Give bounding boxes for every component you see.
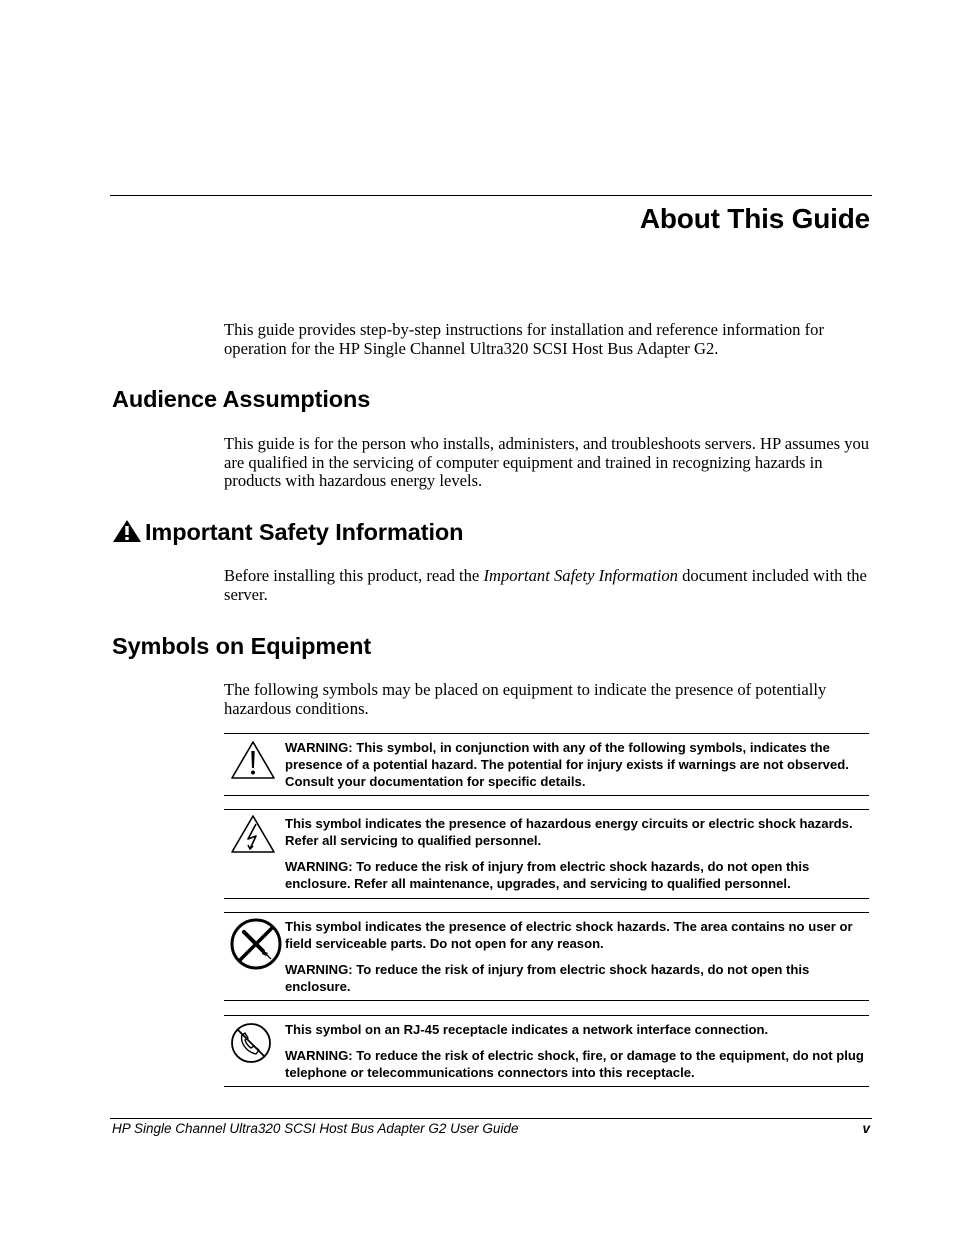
general-warning-icon [230,740,276,785]
electric-shock-icon [230,814,276,859]
audience-heading: Audience Assumptions [112,386,371,412]
safety-text-before: Before installing this product, read the [224,566,484,585]
safety-document-name: Important Safety Information [483,566,678,585]
symbol-row-no-serviceable-parts [224,912,869,1001]
symbol-row-network-interface [224,1015,869,1087]
symbol-2-text-1: This symbol indicates the presence of hazardous energy circuits or electric shock hazards. Refer all servicing to qualified personnel. [285,816,853,848]
footer-rule [110,1118,872,1119]
safety-heading-text: Important Safety Information [145,519,464,545]
audience-paragraph: This guide is for the person who installs, administers, and troubleshoots servers. HP assumes you are qualified in the servicing of computer equipment and trained in recognizing hazards in products with hazardous energy levels. [224,434,870,490]
safety-text-after: document included with the server. [224,566,867,604]
symbol-3-text-1: This symbol indicates the presence of electric shock hazards. The area contains no user or field serviceable parts. Do not open for any reason. [285,919,853,951]
safety-heading [112,519,463,549]
intro-paragraph: This guide provides step-by-step instructions for installation and reference information for operation for the HP Single Channel Ultra320 SCSI Host Bus Adapter G2. [224,320,824,358]
symbol-1-text-1: WARNING: This symbol, in conjunction with any of the following symbols, indicates the presence of a potential hazard. The potential for injury exists if warnings are not observed. Consult your documentation for specific details. [285,740,849,789]
symbol-row-general-warning [224,733,869,796]
title-rule [110,195,872,196]
symbol-4-text-1: This symbol on an RJ-45 receptacle indicates a network interface connection. [285,1022,769,1037]
symbol-3-text-2: WARNING: To reduce the risk of injury from electric shock hazards, do not open this enclosure. [285,962,810,994]
no-user-serviceable-parts-icon [230,918,282,975]
warning-triangle-icon [112,519,142,549]
safety-paragraph [224,567,874,604]
symbol-row-electric-shock [224,809,869,899]
symbol-4-text-2: WARNING: To reduce the risk of electric shock, fire, or damage to the equipment, do not plug telephone or telecommunications connectors into this receptacle. [285,1048,864,1080]
symbols-paragraph: The following symbols may be placed on equipment to indicate the presence of potentially hazardous conditions. [224,680,827,718]
footer-page-number: v [862,1121,870,1136]
page-title: About This Guide [639,203,870,234]
no-telephone-connector-icon [230,1022,272,1069]
symbol-2-text-2: WARNING: To reduce the risk of injury from electric shock hazards, do not open this enclosure. Refer all maintenance, upgrades, and servicing to qualified personnel. [285,859,810,891]
footer-document-title: HP Single Channel Ultra320 SCSI Host Bus Adapter G2 User Guide [112,1121,519,1136]
symbols-heading: Symbols on Equipment [112,633,372,659]
